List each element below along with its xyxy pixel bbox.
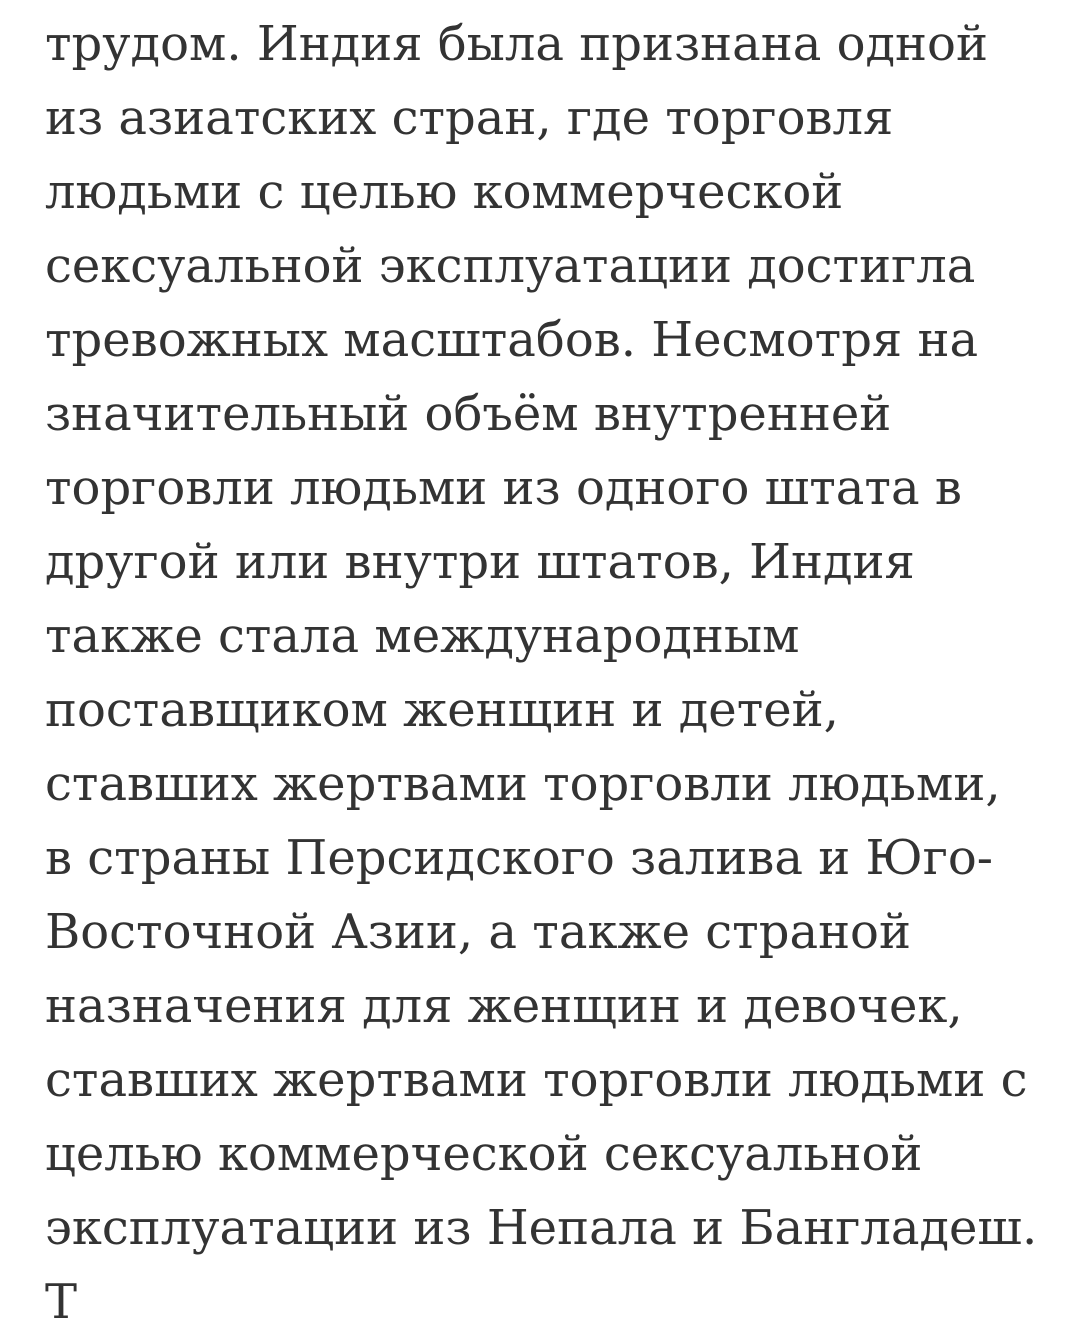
article-text [45, 7, 1065, 1339]
text-line: торговли людьми из одного штата в [45, 460, 962, 516]
text-line: значительный объём внутренней [45, 386, 892, 442]
text-line: ставших жертвами торговли людьми, [45, 756, 1001, 812]
text-line-partial: Т [45, 1274, 78, 1330]
text-line: в страны Персидского залива и Юго- [45, 830, 993, 886]
text-line: эксплуатации из Непала и Бангладеш. [45, 1200, 1038, 1256]
text-line: другой или внутри штатов, Индия [45, 534, 915, 590]
text-line: тревожных масштабов. Несмотря на [45, 312, 979, 368]
text-line: трудом. Индия была признана одной [45, 16, 988, 72]
text-line: также стала международным [45, 608, 800, 664]
text-line: ставших жертвами торговли людьми с [45, 1052, 1028, 1108]
text-line: поставщиком женщин и детей, [45, 682, 839, 738]
text-line: из азиатских стран, где торговля [45, 90, 894, 146]
text-line: Восточной Азии, а также страной [45, 904, 911, 960]
text-line: назначения для женщин и девочек, [45, 978, 963, 1034]
text-line: целью коммерческой сексуальной [45, 1126, 923, 1182]
text-line: сексуальной эксплуатации достигла [45, 238, 976, 294]
text-line: людьми с целью коммерческой [45, 164, 844, 220]
